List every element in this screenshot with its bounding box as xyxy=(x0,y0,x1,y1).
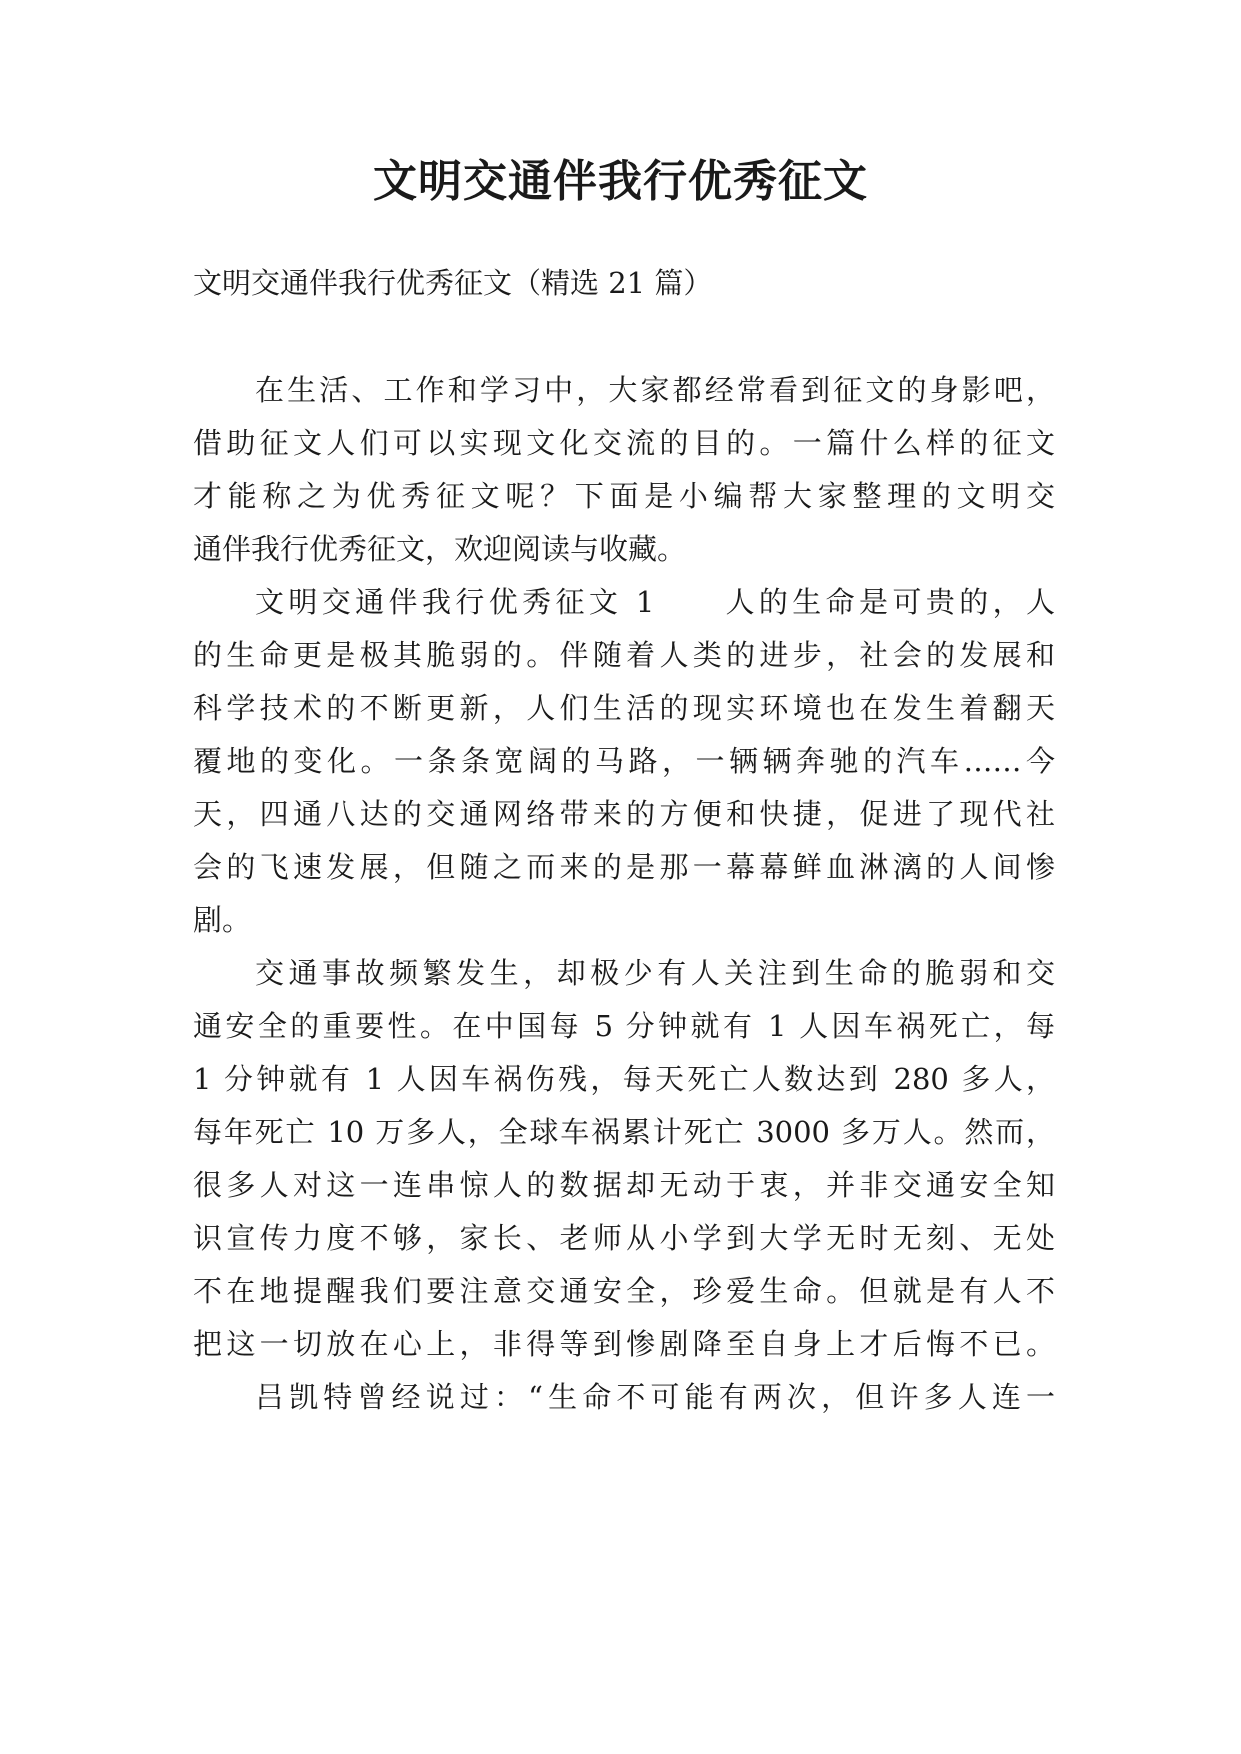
text-line: 交通事故频繁发生，却极少有人关注到生命的脆弱和交 xyxy=(255,956,1055,990)
text-line: 天，四通八达的交通网络带来的方便和快捷，促进了现代社 xyxy=(193,797,1055,831)
text-line: 吕凯特曾经说过：“生命不可能有两次，但许多人连一 xyxy=(255,1380,1055,1414)
document-subtitle: 文明交通伴我行优秀征文（精选 21 篇） xyxy=(193,266,713,300)
text-line: 覆地的变化。一条条宽阔的马路，一辆辆奔驰的汽车……今 xyxy=(193,744,1055,778)
text-line: 文明交通伴我行优秀征文 1 人的生命是可贵的，人 xyxy=(255,585,1055,619)
text-line: 才能称之为优秀征文呢？下面是小编帮大家整理的文明交 xyxy=(193,479,1055,513)
text-line: 1 分钟就有 1 人因车祸伤残，每天死亡人数达到 280 多人， xyxy=(193,1062,1055,1096)
document-title: 文明交通伴我行优秀征文 xyxy=(373,156,868,207)
text-line: 的生命更是极其脆弱的。伴随着人类的进步，社会的发展和 xyxy=(193,638,1055,672)
text-line: 会的飞速发展，但随之而来的是那一幕幕鲜血淋漓的人间惨 xyxy=(193,850,1055,884)
text-line: 通安全的重要性。在中国每 5 分钟就有 1 人因车祸死亡，每 xyxy=(193,1009,1055,1043)
text-line: 在生活、工作和学习中，大家都经常看到征文的身影吧， xyxy=(255,373,1055,407)
text-line: 识宣传力度不够，家长、老师从小学到大学无时无刻、无处 xyxy=(193,1221,1055,1255)
text-line: 借助征文人们可以实现文化交流的目的。一篇什么样的征文 xyxy=(193,426,1055,460)
text-line: 每年死亡 10 万多人，全球车祸累计死亡 3000 多万人。然而， xyxy=(193,1115,1055,1149)
text-line: 很多人对这一连串惊人的数据却无动于衷，并非交通安全知 xyxy=(193,1168,1055,1202)
text-line: 不在地提醒我们要注意交通安全，珍爱生命。但就是有人不 xyxy=(193,1274,1055,1308)
text-line: 科学技术的不断更新，人们生活的现实环境也在发生着翻天 xyxy=(193,691,1055,725)
text-line: 把这一切放在心上，非得等到惨剧降至自身上才后悔不已。 xyxy=(193,1327,1055,1361)
text-line: 通伴我行优秀征文，欢迎阅读与收藏。 xyxy=(193,532,687,566)
text-line: 剧。 xyxy=(193,903,252,937)
